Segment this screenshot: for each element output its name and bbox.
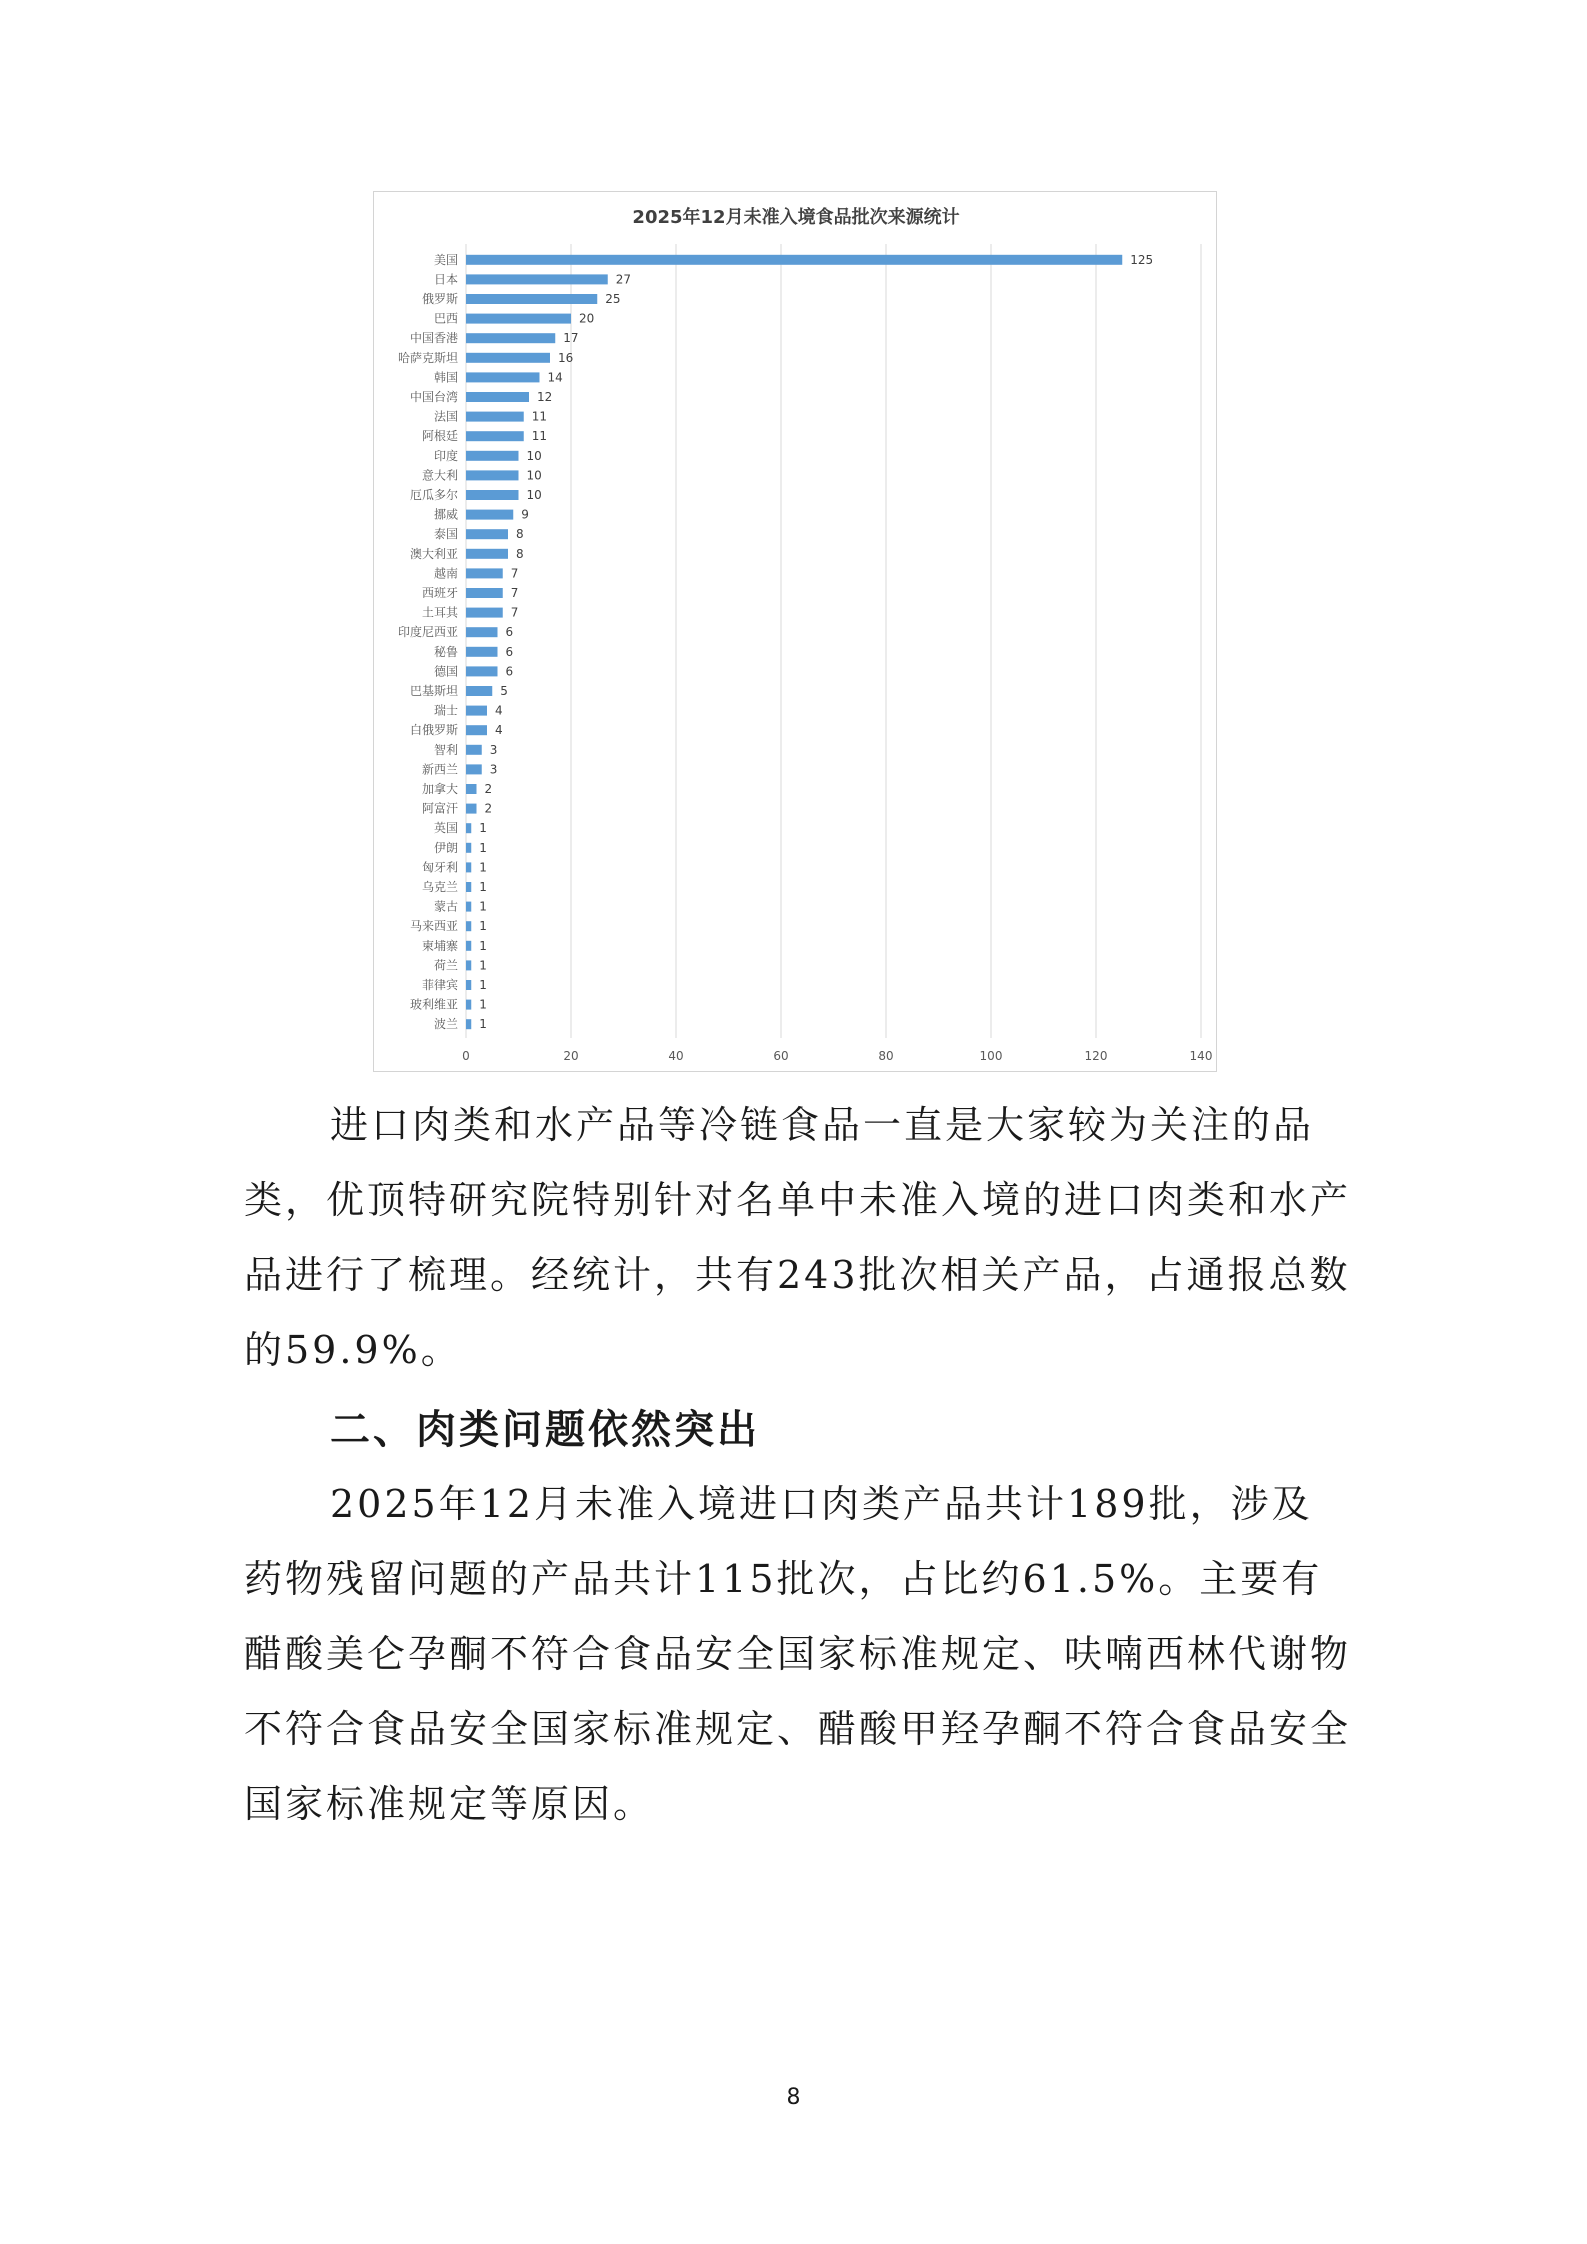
category-label: 白俄罗斯 <box>409 723 458 738</box>
category-label: 智利 <box>433 742 458 757</box>
bar <box>466 882 471 892</box>
bar <box>466 431 524 441</box>
data-label: 5 <box>500 684 508 698</box>
data-label: 1 <box>479 899 487 914</box>
data-label: 2 <box>484 801 493 816</box>
bar <box>466 843 471 853</box>
bar <box>466 470 519 480</box>
x-tick-label: 100 <box>979 1049 1003 1063</box>
category-label: 韩国 <box>433 370 458 385</box>
category-label: 阿根廷 <box>421 429 458 444</box>
data-label: 7 <box>510 566 519 581</box>
category-label: 意大利 <box>421 468 458 483</box>
data-labels <box>479 253 1153 1031</box>
bar <box>466 725 487 735</box>
category-label: 泰国 <box>433 527 458 542</box>
category-label: 匈牙利 <box>421 860 458 875</box>
data-label: 1 <box>479 880 487 894</box>
bar <box>466 372 540 382</box>
category-label: 新西兰 <box>421 762 458 777</box>
paragraph-intro: 进口肉类和水产品等冷链食品一直是大家较为关注的品类，优顶特研究院特别针对名单中未准入境的进口肉类和水产品进行了梳理。经统计，共有243批次相关产品，占通报总数的59.9%。 <box>244 1103 1352 1372</box>
data-label: 6 <box>505 644 514 659</box>
bar <box>466 941 471 951</box>
bar <box>466 353 550 363</box>
bar <box>466 666 498 676</box>
category-label: 印度尼西亚 <box>397 625 458 640</box>
data-label: 2 <box>484 782 493 796</box>
category-label: 瑞士 <box>433 703 458 718</box>
category-label: 柬埔寨 <box>421 938 458 953</box>
category-label: 波兰 <box>433 1017 458 1032</box>
data-label: 7 <box>510 586 519 600</box>
data-label: 6 <box>505 625 514 640</box>
bar <box>466 568 503 578</box>
data-label: 3 <box>489 762 498 777</box>
bar <box>466 862 471 872</box>
data-label: 10 <box>526 488 542 502</box>
grid-lines <box>466 244 1201 1038</box>
bar <box>466 333 555 343</box>
bar <box>466 1000 471 1010</box>
data-label: 1 <box>479 1017 487 1032</box>
bar <box>466 392 529 402</box>
x-tick-label: 140 <box>1189 1049 1213 1063</box>
bar <box>466 804 477 814</box>
category-label: 英国 <box>433 821 458 836</box>
data-label: 11 <box>531 429 548 444</box>
data-label: 9 <box>521 507 529 522</box>
x-tick-label: 120 <box>1084 1049 1108 1063</box>
data-label: 14 <box>547 370 563 385</box>
data-label: 27 <box>615 272 632 287</box>
category-label: 中国香港 <box>409 331 458 346</box>
data-label: 20 <box>579 311 595 326</box>
category-label: 法国 <box>433 409 458 424</box>
data-label: 4 <box>495 723 503 738</box>
bar <box>466 314 571 324</box>
bar <box>466 588 503 598</box>
bar-chart <box>374 192 1218 1073</box>
category-label: 俄罗斯 <box>421 292 458 306</box>
bar <box>466 529 508 539</box>
bar <box>466 412 524 422</box>
page-number: 8 <box>786 2085 801 2110</box>
data-label: 10 <box>526 448 542 463</box>
bar <box>466 960 471 970</box>
category-label: 德国 <box>433 664 458 679</box>
category-label: 秘鲁 <box>433 644 458 659</box>
category-labels <box>398 253 459 1031</box>
bar <box>466 1019 471 1029</box>
bar <box>466 510 513 520</box>
category-label: 巴西 <box>433 311 458 326</box>
data-label: 1 <box>479 978 487 992</box>
bar <box>466 745 482 755</box>
data-label: 1 <box>479 938 487 953</box>
x-axis-ticks <box>462 1049 1212 1063</box>
category-label: 土耳其 <box>421 605 458 620</box>
bar <box>466 274 608 284</box>
bar <box>466 490 519 500</box>
bar <box>466 706 487 716</box>
data-label: 7 <box>510 605 519 620</box>
bar <box>466 921 471 931</box>
data-label: 1 <box>479 997 487 1012</box>
category-label: 澳大利亚 <box>409 546 458 561</box>
bars <box>466 255 1122 1032</box>
category-label: 中国台湾 <box>409 390 458 404</box>
category-label: 印度 <box>433 448 458 463</box>
category-label: 菲律宾 <box>421 978 458 992</box>
bar <box>466 823 471 833</box>
chart-title: 2025年12月未准入境食品批次来源统计 <box>632 207 960 228</box>
category-label: 马来西亚 <box>409 919 458 934</box>
x-tick-label: 60 <box>773 1049 789 1063</box>
category-label: 玻利维亚 <box>409 997 458 1012</box>
data-label: 125 <box>1130 252 1154 267</box>
data-label: 8 <box>516 546 524 561</box>
x-tick-label: 20 <box>563 1049 579 1063</box>
category-label: 加拿大 <box>421 782 458 796</box>
chart-container <box>373 191 1217 1072</box>
category-label: 伊朗 <box>433 840 458 855</box>
data-label: 1 <box>479 840 487 855</box>
bar <box>466 451 519 461</box>
data-label: 8 <box>516 527 524 542</box>
category-label: 荷兰 <box>433 958 458 973</box>
category-label: 蒙古 <box>433 899 458 914</box>
x-tick-label: 40 <box>668 1049 684 1063</box>
data-label: 4 <box>495 703 503 718</box>
data-label: 1 <box>479 860 487 875</box>
category-label: 日本 <box>433 272 458 287</box>
data-label: 25 <box>605 292 621 306</box>
category-label: 哈萨克斯坦 <box>397 350 458 365</box>
bar <box>466 627 498 637</box>
data-label: 11 <box>531 409 548 424</box>
bar <box>466 608 503 618</box>
bar <box>466 764 482 774</box>
x-tick-label: 0 <box>462 1049 470 1063</box>
data-label: 1 <box>479 958 487 973</box>
data-label: 12 <box>537 390 553 404</box>
bar <box>466 686 492 696</box>
data-label: 17 <box>563 331 579 346</box>
bar <box>466 549 508 559</box>
bar <box>466 294 597 304</box>
bar <box>466 980 471 990</box>
bar <box>466 902 471 912</box>
data-label: 16 <box>558 350 574 365</box>
category-label: 巴基斯坦 <box>409 684 458 698</box>
category-label: 挪威 <box>433 507 458 522</box>
bar <box>466 784 477 794</box>
category-label: 美国 <box>433 252 458 267</box>
data-label: 6 <box>505 664 514 679</box>
bar <box>466 647 498 657</box>
data-label: 1 <box>479 821 487 836</box>
category-label: 厄瓜多尔 <box>409 488 458 502</box>
x-tick-label: 80 <box>878 1049 894 1063</box>
category-label: 西班牙 <box>421 586 458 600</box>
category-label: 乌克兰 <box>421 880 458 894</box>
paragraph-meat: 2025年12月未准入境进口肉类产品共计189批，涉及药物残留问题的产品共计115批次，占比约61.5%。主要有醋酸美仑孕酮不符合食品安全国家标准规定、呋喃西林代谢物不符合食品安全国家标准规定、醋酸甲羟孕酮不符合食品安全国家标准规定等原因。 <box>244 1482 1352 1826</box>
category-label: 越南 <box>433 566 458 581</box>
data-label: 10 <box>526 468 542 483</box>
section-heading: 二、肉类问题依然突出 <box>330 1406 760 1453</box>
bar <box>466 255 1122 265</box>
data-label: 1 <box>479 919 487 934</box>
category-label: 阿富汗 <box>421 801 458 816</box>
data-label: 3 <box>489 742 498 757</box>
